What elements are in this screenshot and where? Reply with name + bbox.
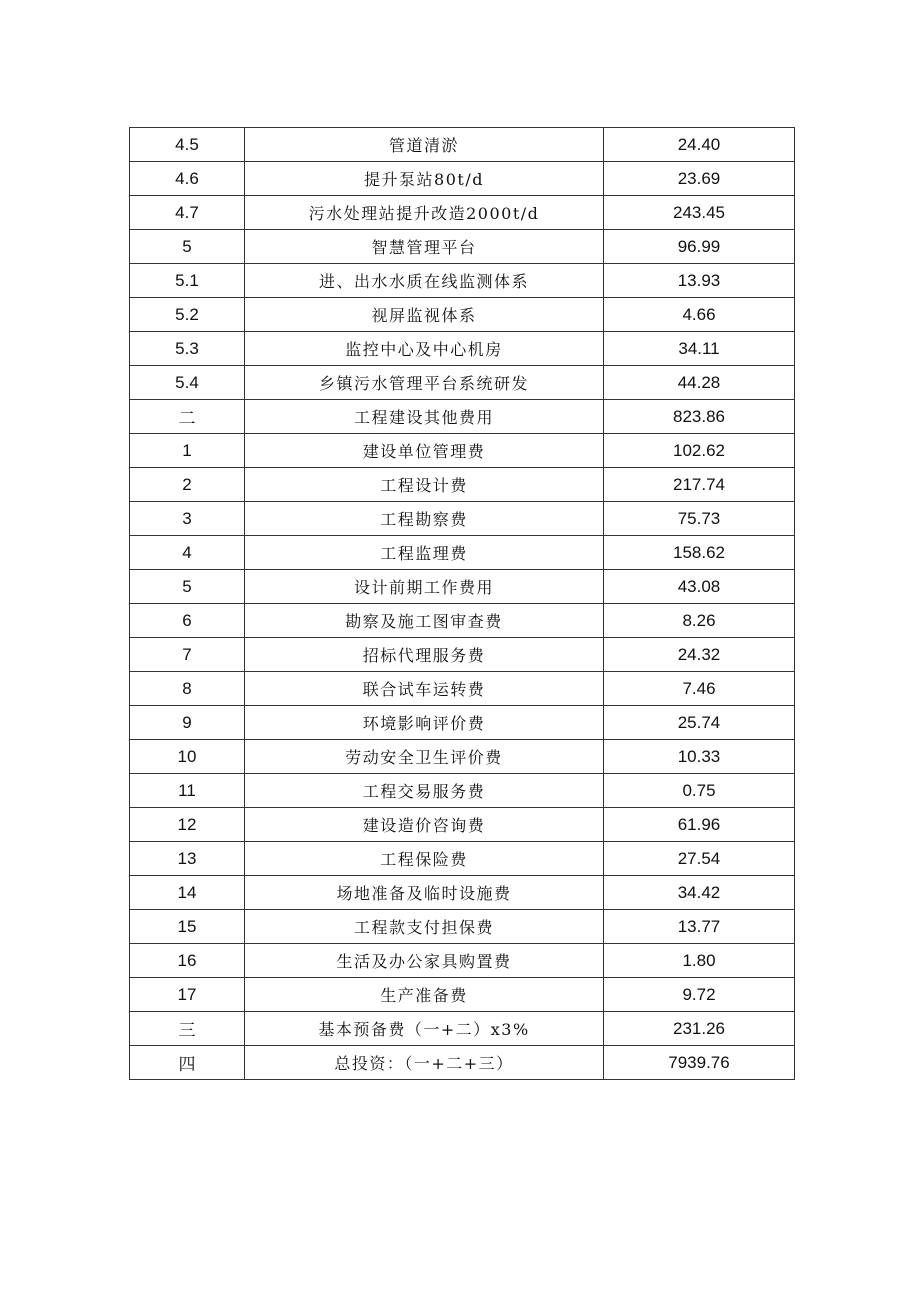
item-name-cell: 工程交易服务费 [245, 774, 604, 808]
item-name-cell: 建设单位管理费 [245, 434, 604, 468]
item-name-cell: 监控中心及中心机房 [245, 332, 604, 366]
row-number-cell: 4 [130, 536, 245, 570]
amount-cell: 27.54 [604, 842, 795, 876]
item-name-cell: 提升泵站80t/d [245, 162, 604, 196]
amount-cell: 34.42 [604, 876, 795, 910]
item-name-cell: 环境影响评价费 [245, 706, 604, 740]
table-body [130, 128, 795, 1080]
amount-cell: 43.08 [604, 570, 795, 604]
item-name-cell: 总投资：（一+二+三） [245, 1046, 604, 1080]
item-name-cell: 勘察及施工图审查费 [245, 604, 604, 638]
row-number-cell: 12 [130, 808, 245, 842]
table-row [130, 434, 795, 468]
row-number-cell: 5 [130, 570, 245, 604]
amount-cell: 102.62 [604, 434, 795, 468]
table-row [130, 740, 795, 774]
amount-cell: 9.72 [604, 978, 795, 1012]
row-number-cell: 三 [130, 1012, 245, 1046]
table-row [130, 332, 795, 366]
item-name-cell: 乡镇污水管理平台系统研发 [245, 366, 604, 400]
table-row [130, 1012, 795, 1046]
amount-cell: 1.80 [604, 944, 795, 978]
table-row [130, 1046, 795, 1080]
table-row [130, 128, 795, 162]
item-name-cell: 智慧管理平台 [245, 230, 604, 264]
table-row [130, 400, 795, 434]
row-number-cell: 8 [130, 672, 245, 706]
table-row [130, 910, 795, 944]
table-row [130, 264, 795, 298]
item-name-cell: 进、出水水质在线监测体系 [245, 264, 604, 298]
amount-cell: 243.45 [604, 196, 795, 230]
row-number-cell: 6 [130, 604, 245, 638]
row-number-cell: 10 [130, 740, 245, 774]
table-row [130, 230, 795, 264]
item-name-cell: 工程勘察费 [245, 502, 604, 536]
table-row [130, 162, 795, 196]
item-name-cell: 招标代理服务费 [245, 638, 604, 672]
table-row [130, 944, 795, 978]
item-name-cell: 工程监理费 [245, 536, 604, 570]
row-number-cell: 5.1 [130, 264, 245, 298]
row-number-cell: 四 [130, 1046, 245, 1080]
item-name-cell: 工程设计费 [245, 468, 604, 502]
row-number-cell: 4.5 [130, 128, 245, 162]
amount-cell: 61.96 [604, 808, 795, 842]
amount-cell: 13.93 [604, 264, 795, 298]
table-row [130, 774, 795, 808]
row-number-cell: 7 [130, 638, 245, 672]
item-name-cell: 设计前期工作费用 [245, 570, 604, 604]
item-name-cell: 生活及办公家具购置费 [245, 944, 604, 978]
item-name-cell: 生产准备费 [245, 978, 604, 1012]
table-row [130, 706, 795, 740]
table-row [130, 808, 795, 842]
item-name-cell: 工程款支付担保费 [245, 910, 604, 944]
amount-cell: 24.32 [604, 638, 795, 672]
amount-cell: 13.77 [604, 910, 795, 944]
amount-cell: 158.62 [604, 536, 795, 570]
amount-cell: 8.26 [604, 604, 795, 638]
row-number-cell: 2 [130, 468, 245, 502]
row-number-cell: 5 [130, 230, 245, 264]
item-name-cell: 建设造价咨询费 [245, 808, 604, 842]
row-number-cell: 14 [130, 876, 245, 910]
amount-cell: 231.26 [604, 1012, 795, 1046]
amount-cell: 25.74 [604, 706, 795, 740]
table-row [130, 502, 795, 536]
table-row [130, 978, 795, 1012]
table-row [130, 298, 795, 332]
amount-cell: 10.33 [604, 740, 795, 774]
table-row [130, 468, 795, 502]
table-row [130, 570, 795, 604]
table-row [130, 842, 795, 876]
item-name-cell: 管道清淤 [245, 128, 604, 162]
amount-cell: 823.86 [604, 400, 795, 434]
amount-cell: 217.74 [604, 468, 795, 502]
amount-cell: 75.73 [604, 502, 795, 536]
table-row [130, 672, 795, 706]
row-number-cell: 5.3 [130, 332, 245, 366]
amount-cell: 24.40 [604, 128, 795, 162]
item-name-cell: 场地准备及临时设施费 [245, 876, 604, 910]
table-row [130, 196, 795, 230]
row-number-cell: 9 [130, 706, 245, 740]
table-row [130, 638, 795, 672]
amount-cell: 23.69 [604, 162, 795, 196]
row-number-cell: 17 [130, 978, 245, 1012]
item-name-cell: 视屏监视体系 [245, 298, 604, 332]
row-number-cell: 4.7 [130, 196, 245, 230]
row-number-cell: 13 [130, 842, 245, 876]
row-number-cell: 3 [130, 502, 245, 536]
row-number-cell: 11 [130, 774, 245, 808]
amount-cell: 0.75 [604, 774, 795, 808]
row-number-cell: 16 [130, 944, 245, 978]
investment-table [129, 127, 795, 1080]
amount-cell: 34.11 [604, 332, 795, 366]
amount-cell: 4.66 [604, 298, 795, 332]
item-name-cell: 劳动安全卫生评价费 [245, 740, 604, 774]
table-row [130, 366, 795, 400]
amount-cell: 7.46 [604, 672, 795, 706]
item-name-cell: 联合试车运转费 [245, 672, 604, 706]
item-name-cell: 工程保险费 [245, 842, 604, 876]
amount-cell: 7939.76 [604, 1046, 795, 1080]
row-number-cell: 5.2 [130, 298, 245, 332]
item-name-cell: 基本预备费（一+二）x3% [245, 1012, 604, 1046]
row-number-cell: 15 [130, 910, 245, 944]
item-name-cell: 污水处理站提升改造2000t/d [245, 196, 604, 230]
table-row [130, 876, 795, 910]
item-name-cell: 工程建设其他费用 [245, 400, 604, 434]
table-row [130, 604, 795, 638]
row-number-cell: 4.6 [130, 162, 245, 196]
row-number-cell: 5.4 [130, 366, 245, 400]
row-number-cell: 二 [130, 400, 245, 434]
table-row [130, 536, 795, 570]
row-number-cell: 1 [130, 434, 245, 468]
amount-cell: 44.28 [604, 366, 795, 400]
amount-cell: 96.99 [604, 230, 795, 264]
